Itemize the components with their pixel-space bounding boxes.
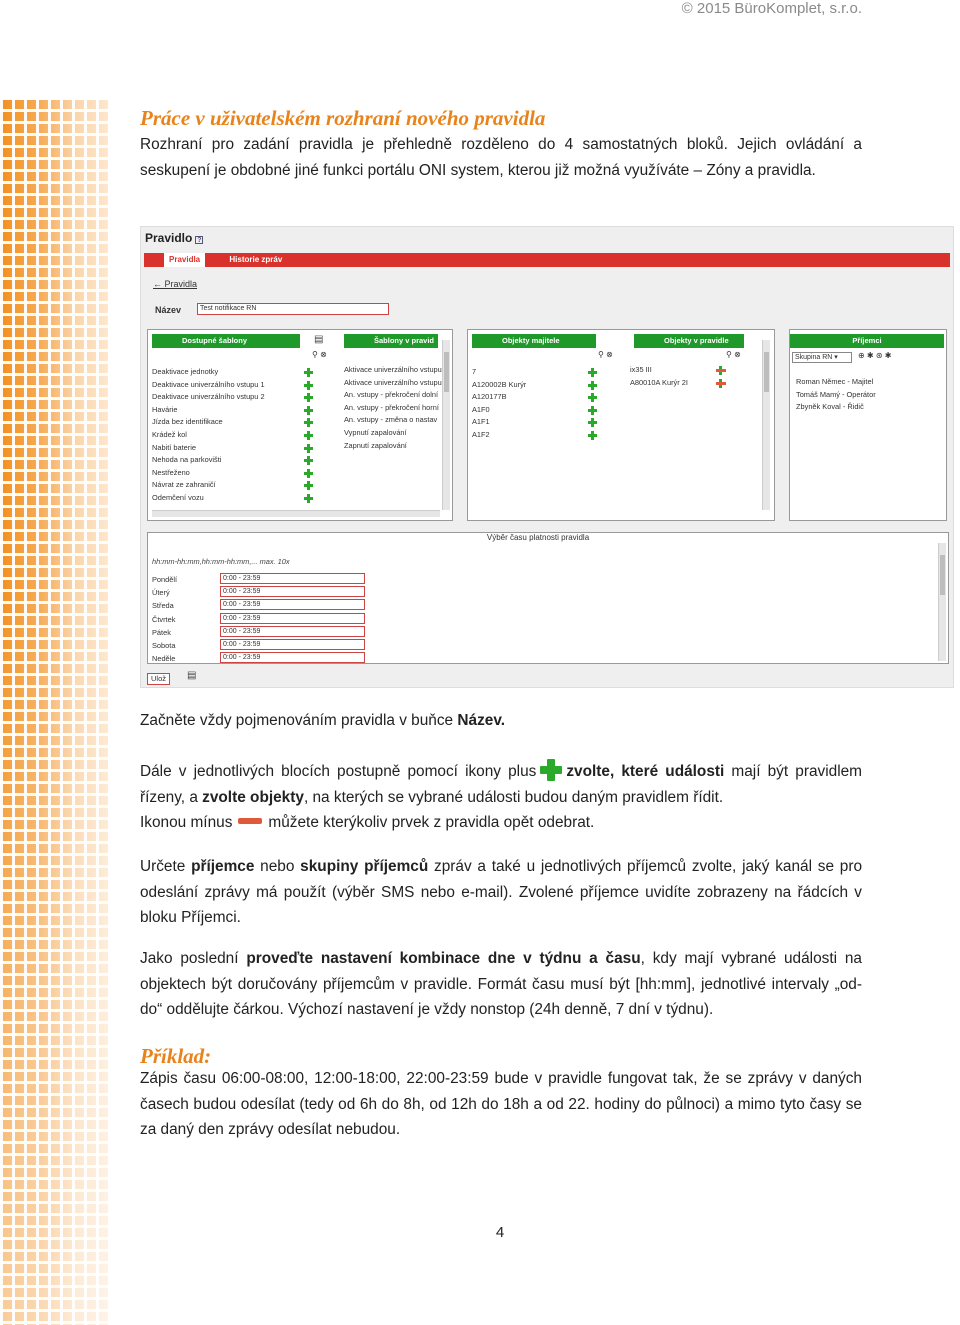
recipient-group-select[interactable]: Skupina RN ▾ xyxy=(792,352,852,363)
list-item[interactable]: Aktivace univerzálního vstupu xyxy=(344,377,442,387)
copyright: © 2015 BüroKomplet, s.r.o. xyxy=(681,0,862,17)
recipients-list xyxy=(796,376,876,414)
day-label: Sobota xyxy=(152,641,176,651)
list-item[interactable]: Havárie xyxy=(152,404,178,414)
list-item[interactable]: An. vstupy - překročení dolní xyxy=(344,390,439,400)
plus-icon[interactable] xyxy=(588,366,597,379)
plus-icon[interactable] xyxy=(588,379,597,392)
day-label: Pondělí xyxy=(152,575,178,584)
text: můžete kterýkoliv prvek z pravidla opět odebrat. xyxy=(268,814,595,832)
available-templates-list xyxy=(152,366,265,505)
name-input[interactable]: Test notifikace RN xyxy=(197,303,389,315)
scrollbar[interactable] xyxy=(762,340,770,510)
add-icons xyxy=(304,366,313,505)
tab-historie[interactable]: Historie zpráv xyxy=(229,255,283,264)
list-item[interactable]: Tomáš Mamý - Operátor xyxy=(796,389,876,399)
plus-icon[interactable] xyxy=(304,479,313,492)
list-item[interactable]: Návrat ze zahraničí xyxy=(152,480,216,490)
list-item[interactable]: Roman Němec - Majitel xyxy=(796,377,874,386)
paragraph-blocks xyxy=(140,758,862,836)
day-label: Pátek xyxy=(152,627,171,637)
paragraph-recipients xyxy=(140,854,862,931)
decorative-grid xyxy=(0,100,108,1325)
plus-icon[interactable] xyxy=(304,379,313,392)
list-item[interactable]: An. vstupy - změna o nastav xyxy=(344,415,438,425)
example-title: Příklad: xyxy=(140,1044,212,1068)
bold-text: Název. xyxy=(457,712,506,729)
time-input[interactable]: 0:00 - 23:59 xyxy=(220,639,365,650)
select-value: Skupina RN xyxy=(795,354,833,361)
save-button[interactable]: Ulož xyxy=(147,673,170,685)
remove-icons xyxy=(716,364,726,389)
text: Jako poslední xyxy=(140,950,247,967)
list-item[interactable]: A120002B Kurýr xyxy=(472,379,527,389)
plus-icon[interactable] xyxy=(588,429,597,442)
rule-objects-header: Objekty v pravidle xyxy=(634,334,744,348)
rule-objects-list xyxy=(630,364,688,389)
list-item[interactable]: Vypnutí zapalování xyxy=(344,427,407,437)
list-item[interactable]: Krádež kol xyxy=(152,429,187,439)
plus-icon[interactable] xyxy=(304,416,313,429)
list-item[interactable]: A120177B xyxy=(472,392,507,402)
plus-icon[interactable] xyxy=(304,442,313,455)
list-item[interactable]: Jízda bez identifikace xyxy=(152,417,223,427)
day-list xyxy=(152,573,177,665)
list-item[interactable]: 7 xyxy=(472,367,477,376)
section-intro xyxy=(140,100,862,183)
owner-objects-list xyxy=(472,366,526,442)
recipients-header: Příjemci xyxy=(790,334,944,348)
intro-paragraph: Rozhraní pro zadání pravidla je přehledně rozděleno do 4 samostatných bloků. Jejich ovládání a seskupení je obdobné jiné funkci portálu ONI system, kterou již možná využíváte – Zóny a pravidla. xyxy=(140,136,862,179)
filter-tools[interactable]: ⚲ ⊗ xyxy=(726,350,741,359)
recipient-tools[interactable]: ⊕ ✱ ⊛ ✱ xyxy=(858,351,892,360)
back-link[interactable]: ← Pravidla xyxy=(153,279,198,289)
name-label: Název xyxy=(155,305,182,315)
list-item[interactable]: Zapnutí zapalování xyxy=(344,440,407,450)
bold-text: proveďte nastavení kombinace dne v týdnu a času xyxy=(246,950,641,967)
text: nebo xyxy=(254,858,301,875)
list-item[interactable]: Nestřeženo xyxy=(152,467,190,477)
plus-icon[interactable] xyxy=(304,366,313,379)
time-input[interactable]: 0:00 - 23:59 xyxy=(220,573,365,584)
plus-icon xyxy=(538,758,564,782)
text: Začněte vždy pojmenováním pravidla v buňce xyxy=(140,712,458,729)
rule-templates-header: Šablony v pravid xyxy=(344,334,438,348)
time-validity-header: Výběr času platnosti pravidla xyxy=(486,533,590,542)
text: Dále v jednotlivých blocích postupně pomocí ikony plus xyxy=(140,763,537,780)
section-title: Práce v uživatelském rozhraní nového pravidla xyxy=(140,106,546,130)
plus-icon[interactable] xyxy=(304,429,313,442)
time-input[interactable]: 0:00 - 23:59 xyxy=(220,586,365,597)
rule-templates-list xyxy=(344,364,442,452)
plus-icon[interactable] xyxy=(304,454,313,467)
owner-objects-header: Objekty majitele xyxy=(472,334,596,348)
bold-text: skupiny příjemců xyxy=(300,858,429,875)
time-input[interactable]: 0:00 - 23:59 xyxy=(220,652,365,663)
time-inputs xyxy=(220,573,365,665)
day-label: Neděle xyxy=(152,654,176,664)
list-item[interactable]: Deaktivace univerzálního vstupu 2 xyxy=(152,392,265,402)
add-icons xyxy=(588,366,597,442)
list-item[interactable]: Zbyněk Koval - Řidič xyxy=(796,402,864,412)
list-item[interactable]: A1F2 xyxy=(472,429,490,439)
time-validity-panel xyxy=(147,532,949,664)
document-icon[interactable]: ▤ xyxy=(314,334,324,345)
list-item[interactable]: A1F1 xyxy=(472,417,490,427)
plus-icon[interactable] xyxy=(588,416,597,429)
tab-bar xyxy=(144,253,950,267)
document-icon[interactable]: ▤ xyxy=(187,670,197,681)
time-format-hint: hh:mm-hh:mm,hh:mm-hh:mm,... max. 10x xyxy=(152,557,290,566)
day-label: Úterý xyxy=(152,588,170,598)
text: , kdy mají vybrané události na objektech být doručovány příjemcům v pravidle. Formát času musí být [hh:mm], jednotlivé intervaly „od-do“ oddělujte čárkou. Výchozí nastavení je vždy nonstop (24h denně, 7 dní v týdnu). xyxy=(140,950,862,1019)
text: , na kterých se vybrané události budou daným pravidlem řídit. xyxy=(303,788,724,806)
templates-panel xyxy=(147,329,453,521)
filter-tools[interactable]: ⚲ ⊗ xyxy=(312,350,327,359)
time-input[interactable]: 0:00 - 23:59 xyxy=(220,599,365,610)
filter-tools[interactable]: ⚲ ⊗ xyxy=(598,350,613,359)
paragraph-name xyxy=(140,708,862,734)
minus-icon[interactable] xyxy=(716,377,726,390)
time-input[interactable]: 0:00 - 23:59 xyxy=(220,613,365,624)
rule-editor-screenshot xyxy=(140,226,954,688)
plus-icon[interactable] xyxy=(588,391,597,404)
text: Určete xyxy=(140,858,192,875)
example-paragraph: Zápis času 06:00-08:00, 12:00-18:00, 22:00-23:59 bude v pravidle fungovat tak, že se zprávy v daných časech budou odesílat (tedy od 6h do 8h, od 12h do 18h a od 22. hodiny do půlnoci) a mimo tyto časy se za daný den zprávy odesílat nebudou. xyxy=(140,1070,862,1139)
available-templates-header: Dostupné šablony xyxy=(152,334,300,348)
list-item[interactable]: An. vstupy - překročení horní xyxy=(344,402,439,412)
day-label: Čtvrtek xyxy=(152,614,176,624)
list-item[interactable]: Deaktivace univerzálního vstupu 1 xyxy=(152,379,265,389)
screenshot-title: Pravidlo ? xyxy=(145,231,202,245)
help-icon[interactable]: ? xyxy=(197,237,202,244)
plus-icon[interactable] xyxy=(588,404,597,417)
list-item[interactable]: A80010A Kurýr 2I xyxy=(630,377,688,387)
plus-icon[interactable] xyxy=(304,492,313,505)
list-item[interactable]: Nehoda na parkovišti xyxy=(152,455,222,465)
scrollbar[interactable] xyxy=(152,510,440,517)
page-number: 4 xyxy=(495,1224,505,1241)
minus-icon[interactable] xyxy=(716,364,726,377)
objects-panel xyxy=(467,329,775,521)
text: zpráv a také u jednotlivých příjemců zvolte, jaký kanál se pro odeslání zprávy má použít (výběr SMS nebo e-mail). Zvolené příjemce uvidíte zobrazeny na řádcích v bloku Příjemci. xyxy=(140,858,862,927)
list-item[interactable]: Nabití baterie xyxy=(152,442,196,452)
paragraph-time xyxy=(140,946,862,1023)
list-item[interactable]: ix35 III xyxy=(630,365,652,374)
plus-icon[interactable] xyxy=(304,391,313,404)
list-item[interactable]: A1F0 xyxy=(472,404,490,414)
tab-pravidla[interactable]: Pravidla xyxy=(164,253,205,267)
bold-text: zvolte objekty xyxy=(202,788,304,806)
list-item[interactable]: Deaktivace jednotky xyxy=(152,367,219,376)
list-item[interactable]: Odemčení vozu xyxy=(152,492,204,502)
list-item[interactable]: Aktivace univerzálního vstupu xyxy=(344,365,442,374)
plus-icon[interactable] xyxy=(304,467,313,480)
scrollbar[interactable] xyxy=(938,543,946,661)
day-label: Středa xyxy=(152,601,174,611)
bold-text: příjemce xyxy=(191,858,255,875)
text: Ikonou mínus xyxy=(140,814,233,832)
time-input[interactable]: 0:00 - 23:59 xyxy=(220,626,365,637)
text: mají být pravidlem řízeny, a xyxy=(140,763,862,806)
plus-icon[interactable] xyxy=(304,404,313,417)
bold-text: zvolte, které události xyxy=(566,763,725,780)
minus-icon xyxy=(236,813,264,829)
recipients-panel xyxy=(789,329,947,521)
scrollbar[interactable] xyxy=(442,340,450,510)
